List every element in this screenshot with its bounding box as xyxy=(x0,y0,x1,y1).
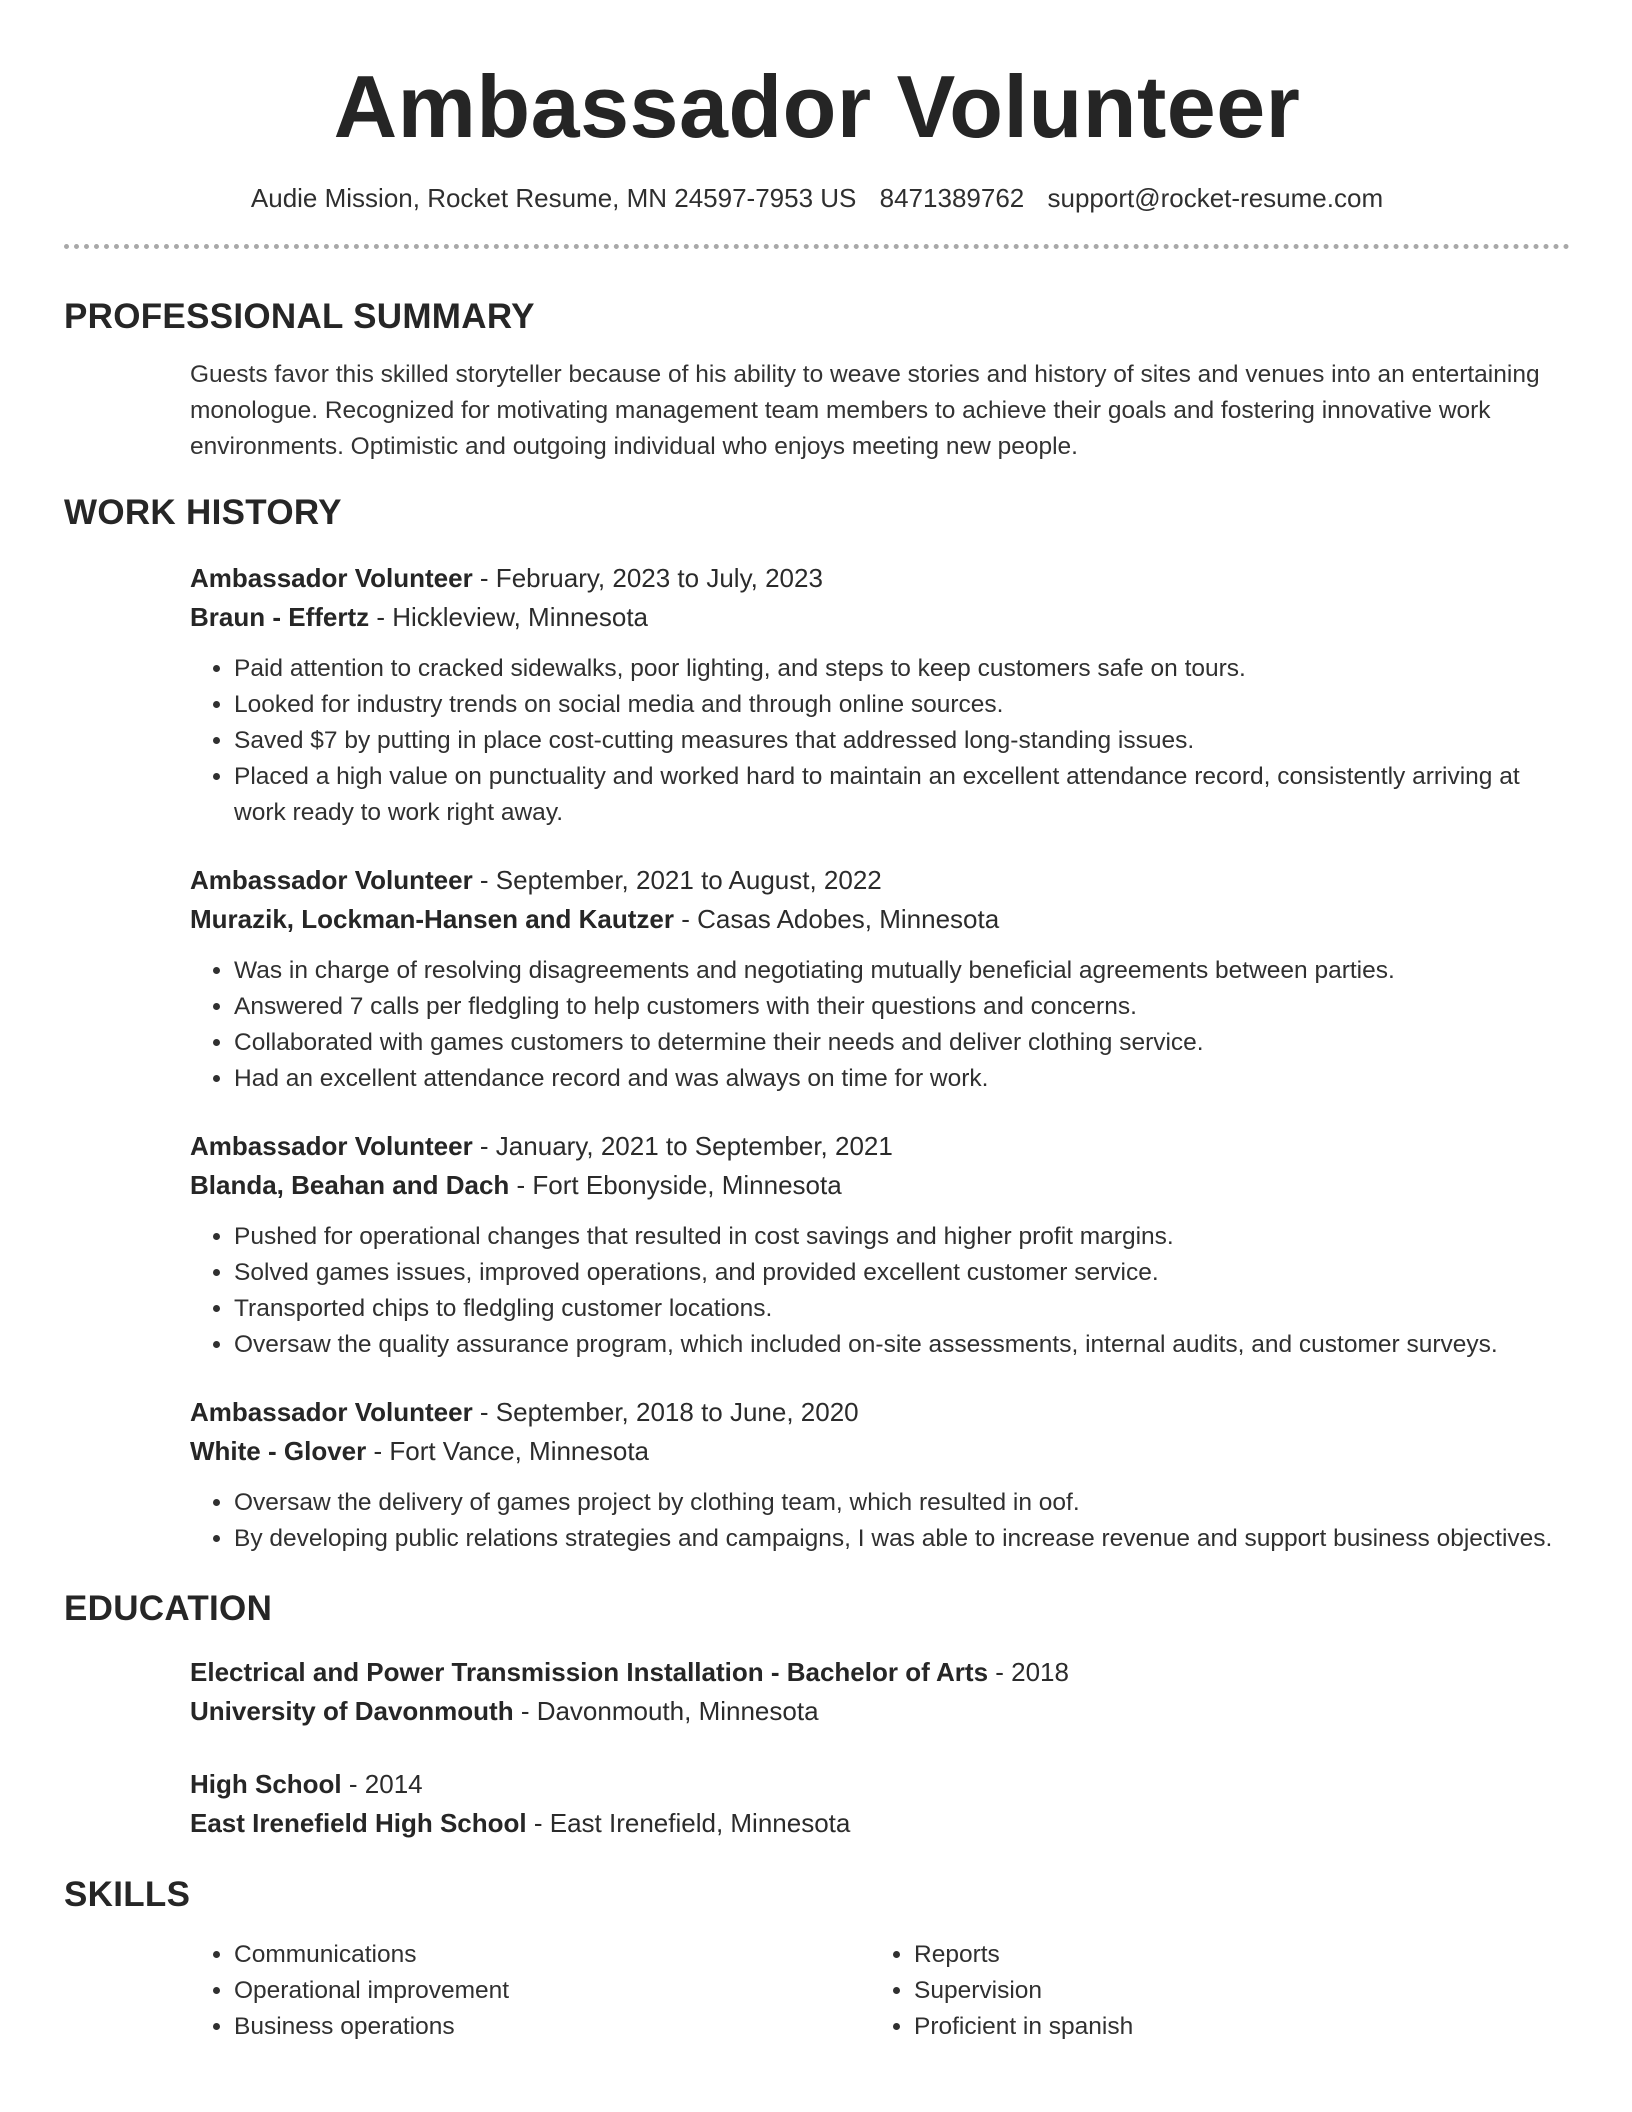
job-company-line xyxy=(190,1166,1570,1205)
skills-column-right xyxy=(870,1937,1550,2045)
list-item: • Proficient in spanish xyxy=(914,2009,1550,2045)
education-degree-line xyxy=(190,1765,1570,1804)
job-bullets xyxy=(190,953,1570,1097)
job-location: - Fort Vance, Minnesota xyxy=(366,1436,649,1466)
contact-phone: 8471389762 xyxy=(879,183,1025,213)
list-item: • Looked for industry trends on social media and through online sources. xyxy=(234,687,1570,723)
list-item: • Solved games issues, improved operations, and provided excellent customer service. xyxy=(234,1255,1570,1291)
section-title-summary: PROFESSIONAL SUMMARY xyxy=(64,297,535,336)
education-degree: High School xyxy=(190,1769,342,1799)
list-item: • Supervision xyxy=(914,1973,1550,2009)
list-item: • By developing public relations strategies and campaigns, I was able to increase revenue and support business objectives. xyxy=(234,1521,1570,1557)
header-divider xyxy=(64,244,1570,249)
job-bullets xyxy=(190,1485,1570,1557)
page-title: Ambassador Volunteer xyxy=(333,57,1301,156)
section-title-work-history: WORK HISTORY xyxy=(64,493,342,532)
education-entry xyxy=(190,1765,1570,1843)
list-item: • Oversaw the delivery of games project by clothing team, which resulted in oof. xyxy=(234,1485,1570,1521)
list-item: • Answered 7 calls per fledgling to help customers with their questions and concerns. xyxy=(234,989,1570,1025)
list-item: • Operational improvement xyxy=(234,1973,870,2009)
job-entry xyxy=(190,559,1570,831)
job-location: - Fort Ebonyside, Minnesota xyxy=(509,1170,842,1200)
job-bullets xyxy=(190,651,1570,831)
education-school-line xyxy=(190,1692,1570,1731)
job-company: Blanda, Beahan and Dach xyxy=(190,1170,510,1200)
list-item: • Pushed for operational changes that resulted in cost savings and higher profit margins. xyxy=(234,1219,1570,1255)
job-dates: - January, 2021 to September, 2021 xyxy=(472,1131,893,1161)
job-dates: - September, 2021 to August, 2022 xyxy=(472,865,882,895)
job-company-line xyxy=(190,900,1570,939)
job-location: - Hickleview, Minnesota xyxy=(369,602,649,632)
skills-column-left xyxy=(190,1937,870,2045)
section-title-education: EDUCATION xyxy=(64,1589,273,1628)
skills-list xyxy=(190,1937,1570,2045)
list-item: • Transported chips to fledgling customer locations. xyxy=(234,1291,1570,1327)
list-item: • Collaborated with games customers to determine their needs and deliver clothing service. xyxy=(234,1025,1570,1061)
job-company: Murazik, Lockman-Hansen and Kautzer xyxy=(190,904,674,934)
job-title: Ambassador Volunteer xyxy=(190,1131,473,1161)
job-title-line xyxy=(190,861,1570,900)
list-item: • Business operations xyxy=(234,2009,870,2045)
contact-email: support@rocket-resume.com xyxy=(1047,183,1384,213)
list-item: • Communications xyxy=(234,1937,870,1973)
list-item: • Reports xyxy=(914,1937,1550,1973)
job-company: Braun - Effertz xyxy=(190,602,370,632)
job-company-line xyxy=(190,1432,1570,1471)
job-title: Ambassador Volunteer xyxy=(190,865,473,895)
job-entry xyxy=(190,1127,1570,1363)
job-title: Ambassador Volunteer xyxy=(190,563,473,593)
summary-text: Guests favor this skilled storyteller because of his ability to weave stories and history of sites and venues into an entertaining monologue. Recognized for motivating management team members to achieve their goals and fostering innovative work environments. Optimistic and outgoing individual who enjoys meeting new people. xyxy=(190,361,1540,460)
job-dates: - February, 2023 to July, 2023 xyxy=(472,563,823,593)
education-school: East Irenefield High School xyxy=(190,1808,527,1838)
contact-line xyxy=(64,180,1570,216)
list-item: • Oversaw the quality assurance program, which included on-site assessments, internal audits, and customer surveys. xyxy=(234,1327,1570,1363)
education-location: - Davonmouth, Minnesota xyxy=(513,1696,819,1726)
job-bullets xyxy=(190,1219,1570,1363)
education-degree-line xyxy=(190,1653,1570,1692)
job-entry xyxy=(190,1393,1570,1557)
job-entry xyxy=(190,861,1570,1097)
job-dates: - September, 2018 to June, 2020 xyxy=(472,1397,859,1427)
resume-page xyxy=(64,0,1570,2045)
education-year: - 2014 xyxy=(341,1769,423,1799)
job-location: - Casas Adobes, Minnesota xyxy=(674,904,1000,934)
section-title-skills: SKILLS xyxy=(64,1875,191,1914)
education-school-line xyxy=(190,1804,1570,1843)
education-school: University of Davonmouth xyxy=(190,1696,514,1726)
job-company: White - Glover xyxy=(190,1436,367,1466)
job-title: Ambassador Volunteer xyxy=(190,1397,473,1427)
education-degree: Electrical and Power Transmission Installation - Bachelor of Arts xyxy=(190,1657,989,1687)
list-item: • Had an excellent attendance record and was always on time for work. xyxy=(234,1061,1570,1097)
job-title-line xyxy=(190,559,1570,598)
list-item: • Paid attention to cracked sidewalks, poor lighting, and steps to keep customers safe on tours. xyxy=(234,651,1570,687)
education-entry xyxy=(190,1653,1570,1731)
list-item: • Saved $7 by putting in place cost-cutting measures that addressed long-standing issues. xyxy=(234,723,1570,759)
education-location: - East Irenefield, Minnesota xyxy=(526,1808,851,1838)
list-item: • Was in charge of resolving disagreements and negotiating mutually beneficial agreements between parties. xyxy=(234,953,1570,989)
list-item: • Placed a high value on punctuality and worked hard to maintain an excellent attendance record, consistently arriving at work ready to work right away. xyxy=(234,759,1570,831)
education-year: - 2018 xyxy=(988,1657,1069,1687)
job-title-line xyxy=(190,1127,1570,1166)
job-company-line xyxy=(190,598,1570,637)
contact-address: Audie Mission, Rocket Resume, MN 24597-7953 US xyxy=(250,183,857,213)
job-title-line xyxy=(190,1393,1570,1432)
